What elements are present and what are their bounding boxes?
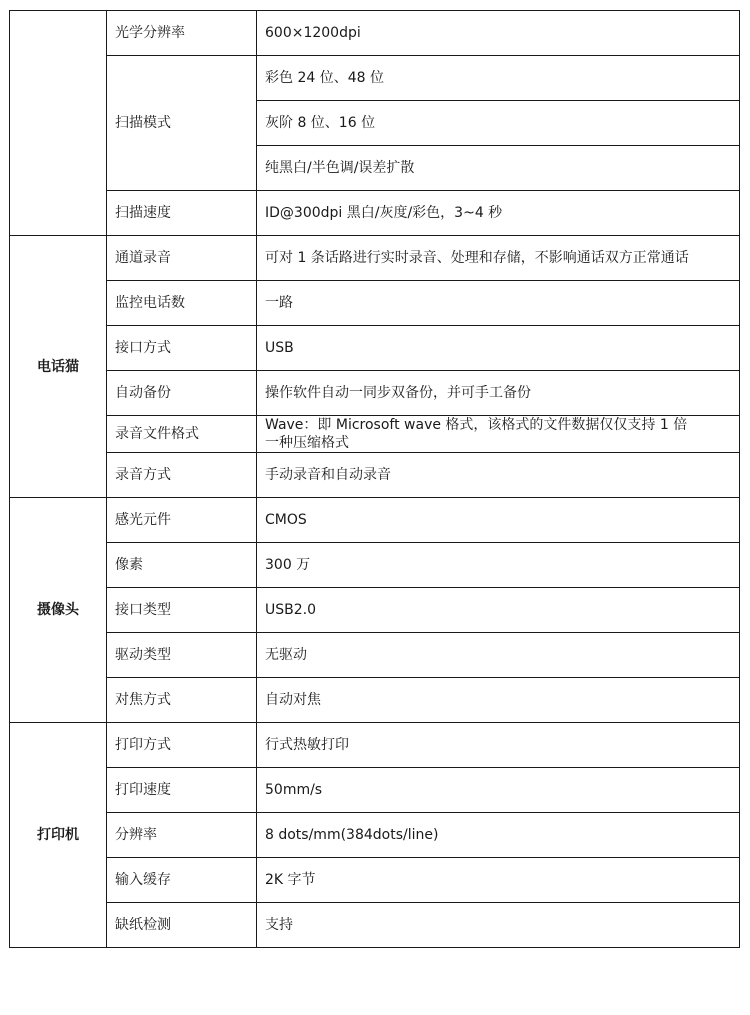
row-value: 操作软件自动一同步双备份，并可手工备份 [257,371,740,416]
table-row [10,633,740,678]
row-value: CMOS [257,498,740,543]
spec-table [9,10,740,948]
row-label: 接口类型 [107,588,257,633]
table-row [10,858,740,903]
row-label: 录音文件格式 [107,416,257,453]
row-value: 一路 [257,281,740,326]
row-label: 录音方式 [107,453,257,498]
row-label: 扫描模式 [107,56,257,191]
row-value: 8 dots/mm(384dots/line) [257,813,740,858]
row-value: 手动录音和自动录音 [257,453,740,498]
row-label: 像素 [107,543,257,588]
table-row [10,723,740,768]
row-label: 缺纸检测 [107,903,257,948]
table-row [10,498,740,543]
row-value: 无驱动 [257,633,740,678]
table-row [10,588,740,633]
category-cell: 打印机 [10,723,107,948]
row-value: 行式热敏打印 [257,723,740,768]
value-line: 一种压缩格式 [265,435,349,451]
row-value: 300 万 [257,543,740,588]
row-label: 扫描速度 [107,191,257,236]
table-row [10,11,740,56]
row-value [257,416,740,453]
row-value: 纯黑白/半色调/误差扩散 [257,146,740,191]
table-row [10,281,740,326]
row-label: 驱动类型 [107,633,257,678]
row-label: 打印速度 [107,768,257,813]
row-label: 对焦方式 [107,678,257,723]
table-row [10,191,740,236]
row-value: 支持 [257,903,740,948]
row-label: 自动备份 [107,371,257,416]
table-row [10,903,740,948]
row-value: 彩色 24 位、48 位 [257,56,740,101]
row-value: USB2.0 [257,588,740,633]
row-label: 监控电话数 [107,281,257,326]
table-row [10,543,740,588]
row-label: 接口方式 [107,326,257,371]
row-value: 自动对焦 [257,678,740,723]
table-row [10,371,740,416]
row-value: 可对 1 条话路进行实时录音、处理和存储，不影响通话双方正常通话 [257,236,740,281]
row-value: 50mm/s [257,768,740,813]
row-value: 灰阶 8 位、16 位 [257,101,740,146]
table-row [10,326,740,371]
table-row [10,236,740,281]
row-value: USB [257,326,740,371]
table-row [10,813,740,858]
table-row [10,453,740,498]
category-cell: 摄像头 [10,498,107,723]
row-label: 光学分辨率 [107,11,257,56]
category-cell [10,11,107,236]
row-label: 感光元件 [107,498,257,543]
row-value: 2K 字节 [257,858,740,903]
table-row [10,768,740,813]
row-label: 通道录音 [107,236,257,281]
value-line: Wave：即 Microsoft wave 格式，该格式的文件数据仅仅支持 1 倍 [265,417,688,433]
row-label: 输入缓存 [107,858,257,903]
category-cell: 电话猫 [10,236,107,498]
row-label: 分辨率 [107,813,257,858]
table-row [10,56,740,101]
row-label: 打印方式 [107,723,257,768]
table-row [10,678,740,723]
row-value: ID@300dpi 黑白/灰度/彩色，3~4 秒 [257,191,740,236]
table-row [10,416,740,453]
row-value: 600×1200dpi [257,11,740,56]
